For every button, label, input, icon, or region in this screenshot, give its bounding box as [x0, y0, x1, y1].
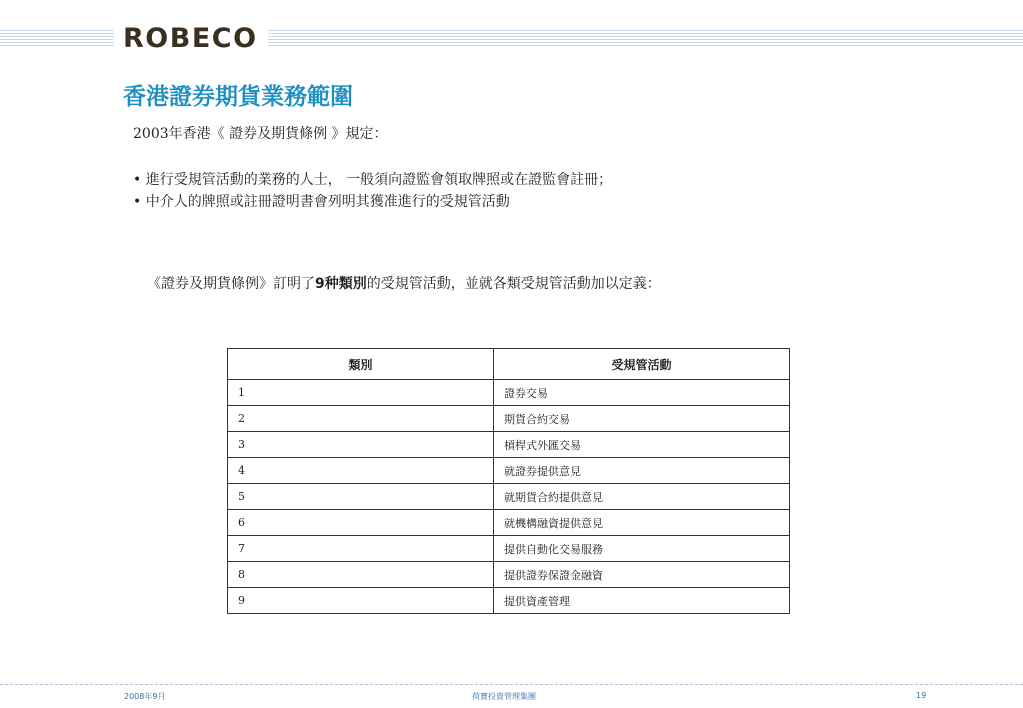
table-row [228, 588, 790, 614]
header-pattern-right [268, 30, 1023, 48]
footer-divider [0, 684, 1023, 685]
category-cell: 7 [228, 536, 494, 562]
table-row [228, 562, 790, 588]
header-category: 類別 [228, 349, 494, 380]
slide-title: 香港證券期貨業務範圍 [123, 84, 353, 110]
robeco-logo: ROBECO [123, 23, 258, 54]
activity-cell: 就證券提供意見 [494, 458, 790, 484]
regulated-activities-table [227, 348, 790, 614]
category-cell: 2 [228, 406, 494, 432]
category-cell: 3 [228, 432, 494, 458]
header-pattern-left [0, 30, 114, 48]
table-row [228, 484, 790, 510]
category-cell: 8 [228, 562, 494, 588]
slide-subtitle: 2003年香港《 證券及期貨條例 》規定： [133, 126, 388, 142]
category-cell: 4 [228, 458, 494, 484]
bullet-item: • 中介人的牌照或註冊證明書會列明其獲准進行的受規管活動 [133, 191, 612, 213]
description-suffix: 的受規管活動，並就各類受規管活動加以定義： [366, 276, 661, 292]
header-activity: 受規管活動 [494, 349, 790, 380]
activity-cell: 提供證券保證金融資 [494, 562, 790, 588]
footer-date: 2008年9月 [124, 692, 166, 701]
description-prefix: 《證券及期貨條例》訂明了 [147, 276, 315, 292]
table-row [228, 458, 790, 484]
description-text [147, 273, 661, 295]
page-number: 19 [916, 691, 927, 700]
table-row [228, 536, 790, 562]
activity-cell: 就期貨合約提供意見 [494, 484, 790, 510]
table-row [228, 432, 790, 458]
table-row [228, 510, 790, 536]
table-row [228, 406, 790, 432]
activity-cell: 提供自動化交易服務 [494, 536, 790, 562]
table-header-row [228, 349, 790, 380]
description-highlight: 9种類別 [315, 276, 367, 292]
activity-cell: 就機構融資提供意見 [494, 510, 790, 536]
category-cell: 5 [228, 484, 494, 510]
footer-company: 荷寶投資管理集團 [472, 692, 536, 701]
activity-cell: 槓桿式外匯交易 [494, 432, 790, 458]
category-cell: 1 [228, 380, 494, 406]
table-row [228, 380, 790, 406]
activity-cell: 提供資產管理 [494, 588, 790, 614]
category-cell: 6 [228, 510, 494, 536]
activity-cell: 期貨合約交易 [494, 406, 790, 432]
bullet-list [133, 169, 612, 213]
activity-cell: 證券交易 [494, 380, 790, 406]
bullet-item: • 進行受規管活動的業務的人士， 一般須向證監會領取牌照或在證監會註冊； [133, 169, 612, 191]
category-cell: 9 [228, 588, 494, 614]
